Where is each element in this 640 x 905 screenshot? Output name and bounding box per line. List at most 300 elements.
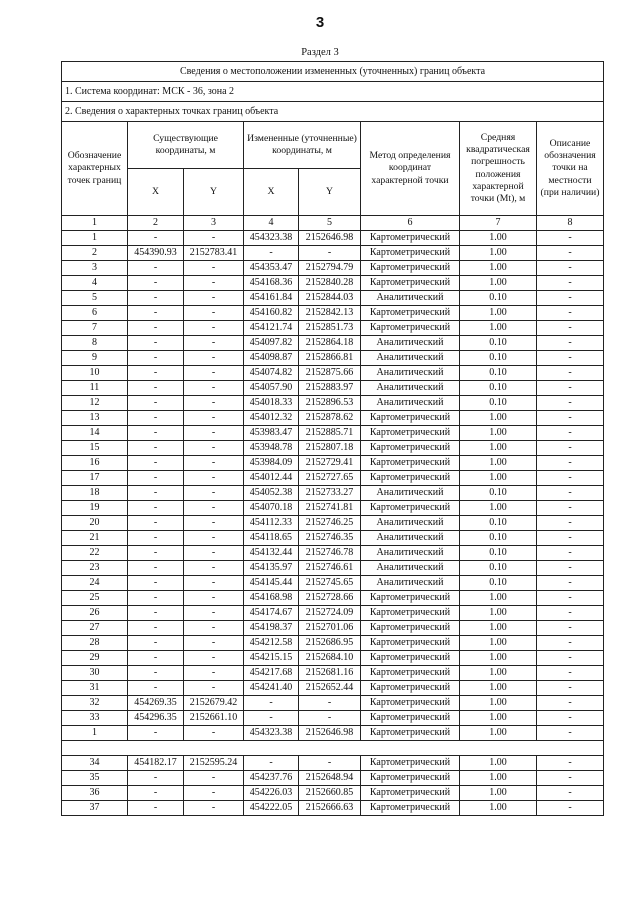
changed-x-cell: 454215.15 (244, 651, 299, 666)
table-row (62, 651, 604, 666)
point-id-cell: 12 (62, 396, 128, 411)
existing-x-cell: - (128, 771, 184, 786)
changed-x-cell: 454198.37 (244, 621, 299, 636)
table-row (62, 591, 604, 606)
changed-x-cell: - (244, 711, 299, 726)
table-row (62, 786, 604, 801)
description-cell: - (537, 801, 604, 816)
error-cell: 1.00 (460, 621, 537, 636)
method-cell: Картометрический (361, 606, 460, 621)
error-cell: 0.10 (460, 486, 537, 501)
error-cell: 1.00 (460, 426, 537, 441)
existing-x-cell: - (128, 681, 184, 696)
error-cell: 0.10 (460, 561, 537, 576)
point-id-cell: 25 (62, 591, 128, 606)
existing-x-cell: - (128, 786, 184, 801)
error-cell: 1.00 (460, 726, 537, 741)
table-row (62, 486, 604, 501)
changed-x-cell: 454012.32 (244, 411, 299, 426)
existing-y-cell: - (184, 561, 244, 576)
table-row (62, 531, 604, 546)
error-cell: 1.00 (460, 681, 537, 696)
changed-x-cell: 454174.67 (244, 606, 299, 621)
error-cell: 1.00 (460, 636, 537, 651)
table-row (62, 546, 604, 561)
changed-x-cell: 453948.78 (244, 441, 299, 456)
existing-y-cell: 2152679.42 (184, 696, 244, 711)
point-id-cell: 9 (62, 351, 128, 366)
existing-x-cell: 454390.93 (128, 246, 184, 261)
changed-x-cell: 453984.09 (244, 456, 299, 471)
changed-y-cell: 2152794.79 (299, 261, 361, 276)
description-cell: - (537, 276, 604, 291)
header-x-existing: X (128, 169, 184, 216)
method-cell: Картометрический (361, 801, 460, 816)
method-cell: Аналитический (361, 576, 460, 591)
table-row (62, 471, 604, 486)
changed-y-cell: 2152896.53 (299, 396, 361, 411)
method-cell: Картометрический (361, 591, 460, 606)
method-cell: Аналитический (361, 546, 460, 561)
method-cell: Картометрический (361, 426, 460, 441)
point-id-cell: 16 (62, 456, 128, 471)
description-cell: - (537, 561, 604, 576)
existing-x-cell: - (128, 381, 184, 396)
error-cell: 1.00 (460, 456, 537, 471)
point-id-cell: 6 (62, 306, 128, 321)
gap-cell (62, 741, 604, 756)
description-cell: - (537, 591, 604, 606)
description-cell: - (537, 351, 604, 366)
point-id-cell: 13 (62, 411, 128, 426)
error-cell: 1.00 (460, 246, 537, 261)
header-method: Метод определения координат характерной точки (361, 122, 460, 216)
table-row (62, 801, 604, 816)
point-id-cell: 1 (62, 231, 128, 246)
changed-x-cell: 453983.47 (244, 426, 299, 441)
changed-x-cell: 454222.05 (244, 801, 299, 816)
point-id-cell: 19 (62, 501, 128, 516)
existing-y-cell: - (184, 726, 244, 741)
existing-x-cell: - (128, 666, 184, 681)
point-id-cell: 34 (62, 756, 128, 771)
point-id-cell: 33 (62, 711, 128, 726)
method-cell: Картометрический (361, 621, 460, 636)
description-cell: - (537, 231, 604, 246)
error-cell: 0.10 (460, 381, 537, 396)
changed-x-cell: - (244, 246, 299, 261)
header-description: Описание обозначения точки на местности (при наличии) (537, 122, 604, 216)
existing-y-cell: - (184, 471, 244, 486)
changed-y-cell: 2152727.65 (299, 471, 361, 486)
changed-y-cell: 2152866.81 (299, 351, 361, 366)
existing-x-cell: 454182.17 (128, 756, 184, 771)
existing-x-cell: - (128, 306, 184, 321)
description-cell: - (537, 696, 604, 711)
existing-y-cell: - (184, 576, 244, 591)
table-row (62, 411, 604, 426)
table-row (62, 711, 604, 726)
description-cell: - (537, 456, 604, 471)
changed-y-cell: 2152885.71 (299, 426, 361, 441)
changed-y-cell: 2152875.66 (299, 366, 361, 381)
description-cell: - (537, 636, 604, 651)
header-error: Средняя квадратическая погрешность положения характерной точки (Mt), м (460, 122, 537, 216)
existing-y-cell: - (184, 636, 244, 651)
method-cell: Картометрический (361, 321, 460, 336)
existing-x-cell: - (128, 426, 184, 441)
description-cell: - (537, 321, 604, 336)
table-row (62, 666, 604, 681)
table-row (62, 276, 604, 291)
changed-y-cell: 2152844.03 (299, 291, 361, 306)
existing-y-cell: - (184, 336, 244, 351)
changed-x-cell: 454097.82 (244, 336, 299, 351)
error-cell: 1.00 (460, 666, 537, 681)
existing-y-cell: - (184, 771, 244, 786)
description-cell: - (537, 756, 604, 771)
changed-x-cell: - (244, 756, 299, 771)
point-id-cell: 15 (62, 441, 128, 456)
method-cell: Аналитический (361, 531, 460, 546)
description-cell: - (537, 651, 604, 666)
changed-y-cell: 2152851.73 (299, 321, 361, 336)
existing-x-cell: - (128, 591, 184, 606)
existing-y-cell: - (184, 486, 244, 501)
table-row (62, 456, 604, 471)
error-cell: 0.10 (460, 516, 537, 531)
changed-x-cell: 454323.38 (244, 231, 299, 246)
changed-y-cell: 2152746.78 (299, 546, 361, 561)
page-number: 3 (315, 14, 325, 31)
method-cell: Картометрический (361, 756, 460, 771)
error-cell: 1.00 (460, 771, 537, 786)
changed-x-cell: 454118.65 (244, 531, 299, 546)
existing-y-cell: - (184, 261, 244, 276)
description-cell: - (537, 426, 604, 441)
existing-x-cell: - (128, 726, 184, 741)
changed-x-cell: 454052.38 (244, 486, 299, 501)
point-id-cell: 31 (62, 681, 128, 696)
point-id-cell: 2 (62, 246, 128, 261)
existing-x-cell: - (128, 606, 184, 621)
existing-x-cell: - (128, 486, 184, 501)
description-cell: - (537, 486, 604, 501)
changed-x-cell: 454098.87 (244, 351, 299, 366)
changed-y-cell: 2152864.18 (299, 336, 361, 351)
point-id-cell: 11 (62, 381, 128, 396)
point-id-cell: 23 (62, 561, 128, 576)
error-cell: 1.00 (460, 606, 537, 621)
error-cell: 1.00 (460, 711, 537, 726)
description-cell: - (537, 366, 604, 381)
header-designation: Обозначение характерных точек границ (62, 122, 128, 216)
method-cell: Аналитический (361, 396, 460, 411)
existing-y-cell: 2152661.10 (184, 711, 244, 726)
changed-x-cell: 454237.76 (244, 771, 299, 786)
column-number: 1 (62, 216, 128, 231)
error-cell: 0.10 (460, 396, 537, 411)
changed-x-cell: 454212.58 (244, 636, 299, 651)
existing-y-cell: 2152595.24 (184, 756, 244, 771)
existing-y-cell: - (184, 396, 244, 411)
point-id-cell: 8 (62, 336, 128, 351)
method-cell: Картометрический (361, 666, 460, 681)
existing-y-cell: - (184, 786, 244, 801)
description-cell: - (537, 441, 604, 456)
changed-x-cell: 454241.40 (244, 681, 299, 696)
changed-y-cell: 2152652.44 (299, 681, 361, 696)
description-cell: - (537, 576, 604, 591)
error-cell: 1.00 (460, 231, 537, 246)
method-cell: Картометрический (361, 696, 460, 711)
description-cell: - (537, 381, 604, 396)
point-id-cell: 21 (62, 531, 128, 546)
existing-y-cell: - (184, 531, 244, 546)
column-number: 2 (128, 216, 184, 231)
table-row (62, 291, 604, 306)
error-cell: 1.00 (460, 591, 537, 606)
changed-x-cell: 454135.97 (244, 561, 299, 576)
point-id-cell: 10 (62, 366, 128, 381)
changed-y-cell: 2152666.63 (299, 801, 361, 816)
point-id-cell: 22 (62, 546, 128, 561)
point-id-cell: 3 (62, 261, 128, 276)
error-cell: 1.00 (460, 501, 537, 516)
point-id-cell: 7 (62, 321, 128, 336)
column-number: 3 (184, 216, 244, 231)
changed-x-cell: 454160.82 (244, 306, 299, 321)
existing-x-cell: - (128, 546, 184, 561)
error-cell: 0.10 (460, 576, 537, 591)
changed-y-cell: 2152686.95 (299, 636, 361, 651)
method-cell: Аналитический (361, 561, 460, 576)
point-id-cell: 14 (62, 426, 128, 441)
error-cell: 1.00 (460, 801, 537, 816)
table-row (62, 606, 604, 621)
method-cell: Аналитический (361, 486, 460, 501)
point-id-cell: 30 (62, 666, 128, 681)
description-cell: - (537, 711, 604, 726)
method-cell: Картометрический (361, 306, 460, 321)
method-cell: Картометрический (361, 636, 460, 651)
existing-y-cell: - (184, 681, 244, 696)
error-cell: 1.00 (460, 276, 537, 291)
method-cell: Картометрический (361, 231, 460, 246)
changed-y-cell: - (299, 756, 361, 771)
column-number: 6 (361, 216, 460, 231)
existing-x-cell: - (128, 411, 184, 426)
existing-x-cell: 454269.35 (128, 696, 184, 711)
existing-x-cell: - (128, 576, 184, 591)
changed-x-cell: 454145.44 (244, 576, 299, 591)
error-cell: 0.10 (460, 351, 537, 366)
point-id-cell: 36 (62, 786, 128, 801)
existing-y-cell: - (184, 501, 244, 516)
error-cell: 0.10 (460, 546, 537, 561)
existing-x-cell: - (128, 516, 184, 531)
point-id-cell: 37 (62, 801, 128, 816)
method-cell: Аналитический (361, 291, 460, 306)
changed-y-cell: 2152733.27 (299, 486, 361, 501)
point-id-cell: 35 (62, 771, 128, 786)
changed-x-cell: 454161.84 (244, 291, 299, 306)
error-cell: 1.00 (460, 321, 537, 336)
changed-x-cell: 454353.47 (244, 261, 299, 276)
header-existing: Существующие координаты, м (128, 122, 244, 169)
method-cell: Аналитический (361, 336, 460, 351)
coordinates-table (61, 61, 604, 816)
method-cell: Картометрический (361, 471, 460, 486)
existing-y-cell: - (184, 651, 244, 666)
changed-y-cell: 2152883.97 (299, 381, 361, 396)
point-id-cell: 26 (62, 606, 128, 621)
method-cell: Картометрический (361, 456, 460, 471)
changed-y-cell: 2152807.18 (299, 441, 361, 456)
method-cell: Аналитический (361, 381, 460, 396)
table-row (62, 441, 604, 456)
existing-y-cell: - (184, 801, 244, 816)
description-cell: - (537, 261, 604, 276)
description-cell: - (537, 786, 604, 801)
error-cell: 1.00 (460, 306, 537, 321)
existing-x-cell: - (128, 441, 184, 456)
changed-y-cell: 2152745.65 (299, 576, 361, 591)
error-cell: 0.10 (460, 531, 537, 546)
description-cell: - (537, 666, 604, 681)
description-cell: - (537, 291, 604, 306)
description-cell: - (537, 546, 604, 561)
changed-y-cell: 2152746.25 (299, 516, 361, 531)
existing-x-cell: - (128, 561, 184, 576)
error-cell: 0.10 (460, 291, 537, 306)
table-gap-row (62, 741, 604, 756)
method-cell: Картометрический (361, 441, 460, 456)
table-row (62, 306, 604, 321)
changed-x-cell: 454074.82 (244, 366, 299, 381)
error-cell: 1.00 (460, 696, 537, 711)
existing-x-cell: - (128, 621, 184, 636)
coordinate-system: 1. Система координат: МСК - 36, зона 2 (62, 82, 604, 102)
existing-x-cell: - (128, 801, 184, 816)
table-row (62, 636, 604, 651)
changed-y-cell: 2152684.10 (299, 651, 361, 666)
method-cell: Аналитический (361, 351, 460, 366)
method-cell: Картометрический (361, 681, 460, 696)
table-row (62, 561, 604, 576)
changed-x-cell: 454112.33 (244, 516, 299, 531)
changed-y-cell: 2152729.41 (299, 456, 361, 471)
table-row (62, 771, 604, 786)
existing-x-cell: - (128, 336, 184, 351)
existing-x-cell: - (128, 366, 184, 381)
existing-y-cell: - (184, 621, 244, 636)
existing-y-cell: - (184, 666, 244, 681)
existing-x-cell: - (128, 456, 184, 471)
existing-x-cell: - (128, 651, 184, 666)
table-row (62, 381, 604, 396)
point-id-cell: 27 (62, 621, 128, 636)
method-cell: Картометрический (361, 246, 460, 261)
description-cell: - (537, 771, 604, 786)
error-cell: 1.00 (460, 471, 537, 486)
column-number-row (62, 216, 604, 231)
existing-y-cell: - (184, 606, 244, 621)
changed-y-cell: 2152646.98 (299, 726, 361, 741)
changed-y-cell: 2152724.09 (299, 606, 361, 621)
error-cell: 1.00 (460, 441, 537, 456)
method-cell: Картометрический (361, 711, 460, 726)
table-row (62, 396, 604, 411)
changed-x-cell: 454121.74 (244, 321, 299, 336)
table-title: Сведения о местоположении измененных (уточненных) границ объекта (62, 62, 604, 82)
table-row (62, 681, 604, 696)
changed-y-cell: 2152746.61 (299, 561, 361, 576)
point-id-cell: 4 (62, 276, 128, 291)
existing-x-cell: - (128, 471, 184, 486)
column-number: 7 (460, 216, 537, 231)
column-number: 4 (244, 216, 299, 231)
description-cell: - (537, 396, 604, 411)
existing-x-cell: - (128, 321, 184, 336)
method-cell: Картометрический (361, 771, 460, 786)
existing-x-cell: 454296.35 (128, 711, 184, 726)
point-id-cell: 29 (62, 651, 128, 666)
changed-x-cell: 454132.44 (244, 546, 299, 561)
changed-y-cell: - (299, 711, 361, 726)
existing-y-cell: - (184, 276, 244, 291)
point-id-cell: 17 (62, 471, 128, 486)
table-row (62, 576, 604, 591)
table-row (62, 426, 604, 441)
method-cell: Картометрический (361, 786, 460, 801)
changed-y-cell: 2152646.98 (299, 231, 361, 246)
point-id-cell: 18 (62, 486, 128, 501)
changed-x-cell: 454168.36 (244, 276, 299, 291)
existing-y-cell: - (184, 321, 244, 336)
description-cell: - (537, 411, 604, 426)
description-cell: - (537, 621, 604, 636)
point-id-cell: 1 (62, 726, 128, 741)
table-row (62, 756, 604, 771)
existing-y-cell: - (184, 231, 244, 246)
existing-y-cell: - (184, 441, 244, 456)
existing-y-cell: - (184, 381, 244, 396)
changed-y-cell: 2152842.13 (299, 306, 361, 321)
description-cell: - (537, 516, 604, 531)
existing-y-cell: - (184, 426, 244, 441)
changed-y-cell: 2152840.28 (299, 276, 361, 291)
existing-y-cell: - (184, 546, 244, 561)
table-row (62, 246, 604, 261)
changed-x-cell: 454018.33 (244, 396, 299, 411)
description-cell: - (537, 246, 604, 261)
changed-x-cell: 454323.38 (244, 726, 299, 741)
changed-y-cell: 2152660.85 (299, 786, 361, 801)
table-row (62, 366, 604, 381)
point-id-cell: 20 (62, 516, 128, 531)
error-cell: 0.10 (460, 336, 537, 351)
header-x-changed: X (244, 169, 299, 216)
description-cell: - (537, 306, 604, 321)
changed-y-cell: 2152681.16 (299, 666, 361, 681)
point-id-cell: 32 (62, 696, 128, 711)
existing-x-cell: - (128, 501, 184, 516)
existing-y-cell: 2152783.41 (184, 246, 244, 261)
description-cell: - (537, 336, 604, 351)
existing-y-cell: - (184, 591, 244, 606)
method-cell: Картометрический (361, 501, 460, 516)
